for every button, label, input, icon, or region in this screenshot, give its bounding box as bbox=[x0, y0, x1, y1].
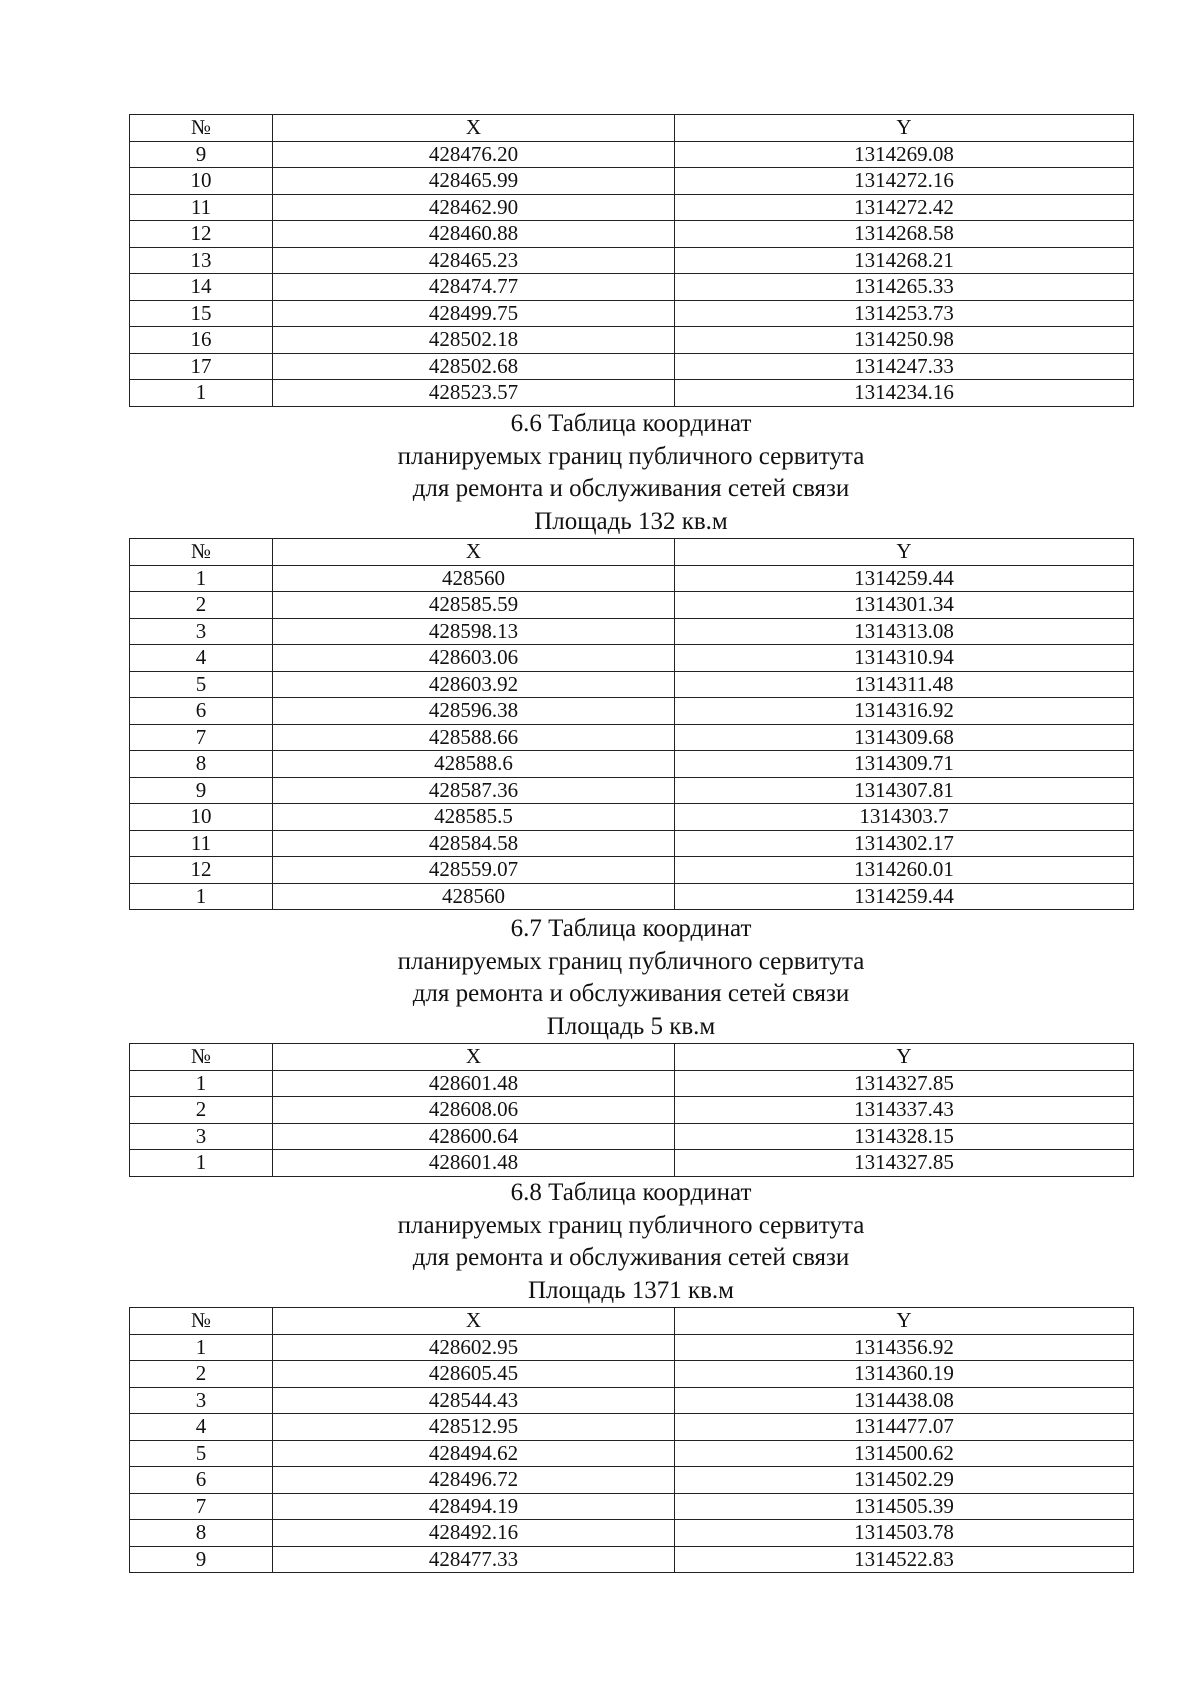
table-row bbox=[130, 671, 1134, 698]
x-coordinate-cell: 428544.43 bbox=[273, 1387, 675, 1414]
point-number-cell: 17 bbox=[130, 353, 273, 380]
point-number-cell: 1 bbox=[130, 1150, 273, 1177]
table-row bbox=[130, 327, 1134, 354]
y-coordinate-cell: 1314337.43 bbox=[675, 1097, 1134, 1124]
table-row bbox=[130, 221, 1134, 248]
y-coordinate-cell: 1314356.92 bbox=[675, 1334, 1134, 1361]
point-number-cell: 12 bbox=[130, 221, 273, 248]
table-header-row bbox=[130, 539, 1134, 566]
x-coordinate-cell: 428602.95 bbox=[273, 1334, 675, 1361]
point-number-cell: 1 bbox=[130, 380, 273, 407]
section-6-8-heading bbox=[129, 1177, 1133, 1307]
x-coordinate-cell: 428512.95 bbox=[273, 1414, 675, 1441]
table-row bbox=[130, 1387, 1134, 1414]
y-coordinate-cell: 1314272.16 bbox=[675, 168, 1134, 195]
coordinate-table-6-7 bbox=[129, 1043, 1134, 1177]
point-number-cell: 2 bbox=[130, 1361, 273, 1388]
column-header-y: Y bbox=[675, 539, 1134, 566]
table-header-row bbox=[130, 1044, 1134, 1071]
y-coordinate-cell: 1314253.73 bbox=[675, 300, 1134, 327]
table-row bbox=[130, 1440, 1134, 1467]
point-number-cell: 3 bbox=[130, 1387, 273, 1414]
y-coordinate-cell: 1314260.01 bbox=[675, 857, 1134, 884]
y-coordinate-cell: 1314505.39 bbox=[675, 1493, 1134, 1520]
table-header-row bbox=[130, 115, 1134, 142]
table-row bbox=[130, 141, 1134, 168]
x-coordinate-cell: 428603.06 bbox=[273, 645, 675, 672]
y-coordinate-cell: 1314327.85 bbox=[675, 1070, 1134, 1097]
table-row bbox=[130, 724, 1134, 751]
y-coordinate-cell: 1314310.94 bbox=[675, 645, 1134, 672]
x-coordinate-cell: 428598.13 bbox=[273, 618, 675, 645]
y-coordinate-cell: 1314268.21 bbox=[675, 247, 1134, 274]
x-coordinate-cell: 428601.48 bbox=[273, 1070, 675, 1097]
table-row bbox=[130, 565, 1134, 592]
point-number-cell: 1 bbox=[130, 883, 273, 910]
column-header-x: X bbox=[273, 539, 675, 566]
coordinate-table-6-8 bbox=[129, 1307, 1134, 1573]
table-row bbox=[130, 1546, 1134, 1573]
column-header-x: X bbox=[273, 1044, 675, 1071]
table-row bbox=[130, 592, 1134, 619]
point-number-cell: 8 bbox=[130, 1520, 273, 1547]
table-row bbox=[130, 274, 1134, 301]
table-row bbox=[130, 1123, 1134, 1150]
point-number-cell: 12 bbox=[130, 857, 273, 884]
point-number-cell: 7 bbox=[130, 1493, 273, 1520]
point-number-cell: 2 bbox=[130, 1097, 273, 1124]
x-coordinate-cell: 428492.16 bbox=[273, 1520, 675, 1547]
section-subtitle: планируемых границ публичного сервитута bbox=[397, 1211, 865, 1239]
table-row bbox=[130, 1520, 1134, 1547]
y-coordinate-cell: 1314522.83 bbox=[675, 1546, 1134, 1573]
y-coordinate-cell: 1314234.16 bbox=[675, 380, 1134, 407]
section-area: Площадь 132 кв.м bbox=[534, 507, 728, 535]
column-header-number: № bbox=[130, 1308, 273, 1335]
table-row bbox=[130, 1334, 1134, 1361]
point-number-cell: 9 bbox=[130, 141, 273, 168]
y-coordinate-cell: 1314309.68 bbox=[675, 724, 1134, 751]
point-number-cell: 9 bbox=[130, 1546, 273, 1573]
y-coordinate-cell: 1314303.7 bbox=[675, 804, 1134, 831]
column-header-number: № bbox=[130, 1044, 273, 1071]
point-number-cell: 1 bbox=[130, 1070, 273, 1097]
point-number-cell: 4 bbox=[130, 645, 273, 672]
x-coordinate-cell: 428608.06 bbox=[273, 1097, 675, 1124]
x-coordinate-cell: 428560 bbox=[273, 565, 675, 592]
y-coordinate-cell: 1314259.44 bbox=[675, 565, 1134, 592]
table-row bbox=[130, 1467, 1134, 1494]
section-area: Площадь 1371 кв.м bbox=[527, 1276, 735, 1304]
section-purpose: для ремонта и обслуживания сетей связи bbox=[412, 1244, 850, 1271]
x-coordinate-cell: 428587.36 bbox=[273, 777, 675, 804]
table-row bbox=[130, 194, 1134, 221]
y-coordinate-cell: 1314360.19 bbox=[675, 1361, 1134, 1388]
table-row bbox=[130, 1361, 1134, 1388]
point-number-cell: 1 bbox=[130, 1334, 273, 1361]
point-number-cell: 10 bbox=[130, 804, 273, 831]
table-row bbox=[130, 1493, 1134, 1520]
y-coordinate-cell: 1314311.48 bbox=[675, 671, 1134, 698]
table-row bbox=[130, 777, 1134, 804]
point-number-cell: 5 bbox=[130, 671, 273, 698]
x-coordinate-cell: 428477.33 bbox=[273, 1546, 675, 1573]
y-coordinate-cell: 1314327.85 bbox=[675, 1150, 1134, 1177]
x-coordinate-cell: 428588.66 bbox=[273, 724, 675, 751]
table-row bbox=[130, 247, 1134, 274]
x-coordinate-cell: 428502.18 bbox=[273, 327, 675, 354]
point-number-cell: 15 bbox=[130, 300, 273, 327]
point-number-cell: 5 bbox=[130, 1440, 273, 1467]
x-coordinate-cell: 428603.92 bbox=[273, 671, 675, 698]
column-header-number: № bbox=[130, 115, 273, 142]
y-coordinate-cell: 1314272.42 bbox=[675, 194, 1134, 221]
x-coordinate-cell: 428496.72 bbox=[273, 1467, 675, 1494]
section-purpose: для ремонта и обслуживания сетей связи bbox=[412, 980, 850, 1007]
column-header-y: Y bbox=[675, 1044, 1134, 1071]
x-coordinate-cell: 428588.6 bbox=[273, 751, 675, 778]
y-coordinate-cell: 1314301.34 bbox=[675, 592, 1134, 619]
table-row bbox=[130, 1070, 1134, 1097]
column-header-y: Y bbox=[675, 1308, 1134, 1335]
y-coordinate-cell: 1314438.08 bbox=[675, 1387, 1134, 1414]
point-number-cell: 11 bbox=[130, 194, 273, 221]
y-coordinate-cell: 1314265.33 bbox=[675, 274, 1134, 301]
x-coordinate-cell: 428596.38 bbox=[273, 698, 675, 725]
coordinate-table-prev bbox=[129, 114, 1134, 407]
column-header-y: Y bbox=[675, 115, 1134, 142]
section-subtitle: планируемых границ публичного сервитута bbox=[397, 947, 865, 975]
section-title: 6.7 Таблица координат bbox=[510, 915, 752, 942]
table-row bbox=[130, 830, 1134, 857]
table-row bbox=[130, 168, 1134, 195]
x-coordinate-cell: 428559.07 bbox=[273, 857, 675, 884]
x-coordinate-cell: 428494.62 bbox=[273, 1440, 675, 1467]
section-subtitle: планируемых границ публичного сервитута bbox=[397, 442, 865, 470]
table-row bbox=[130, 1097, 1134, 1124]
point-number-cell: 7 bbox=[130, 724, 273, 751]
x-coordinate-cell: 428523.57 bbox=[273, 380, 675, 407]
section-6-7-heading bbox=[129, 913, 1133, 1043]
x-coordinate-cell: 428465.99 bbox=[273, 168, 675, 195]
table-row bbox=[130, 698, 1134, 725]
point-number-cell: 10 bbox=[130, 168, 273, 195]
y-coordinate-cell: 1314500.62 bbox=[675, 1440, 1134, 1467]
point-number-cell: 6 bbox=[130, 698, 273, 725]
point-number-cell: 4 bbox=[130, 1414, 273, 1441]
x-coordinate-cell: 428465.23 bbox=[273, 247, 675, 274]
table-row bbox=[130, 804, 1134, 831]
y-coordinate-cell: 1314503.78 bbox=[675, 1520, 1134, 1547]
section-purpose: для ремонта и обслуживания сетей связи bbox=[412, 475, 850, 502]
x-coordinate-cell: 428601.48 bbox=[273, 1150, 675, 1177]
point-number-cell: 3 bbox=[130, 618, 273, 645]
y-coordinate-cell: 1314247.33 bbox=[675, 353, 1134, 380]
x-coordinate-cell: 428476.20 bbox=[273, 141, 675, 168]
y-coordinate-cell: 1314268.58 bbox=[675, 221, 1134, 248]
x-coordinate-cell: 428494.19 bbox=[273, 1493, 675, 1520]
table-row bbox=[130, 618, 1134, 645]
section-title: 6.6 Таблица координат bbox=[510, 410, 752, 437]
point-number-cell: 8 bbox=[130, 751, 273, 778]
x-coordinate-cell: 428474.77 bbox=[273, 274, 675, 301]
table-row bbox=[130, 1414, 1134, 1441]
x-coordinate-cell: 428584.58 bbox=[273, 830, 675, 857]
y-coordinate-cell: 1314313.08 bbox=[675, 618, 1134, 645]
point-number-cell: 16 bbox=[130, 327, 273, 354]
point-number-cell: 13 bbox=[130, 247, 273, 274]
column-header-x: X bbox=[273, 115, 675, 142]
point-number-cell: 1 bbox=[130, 565, 273, 592]
table-row bbox=[130, 1150, 1134, 1177]
section-6-6-heading bbox=[129, 408, 1133, 538]
table-row bbox=[130, 857, 1134, 884]
section-area: Площадь 5 кв.м bbox=[546, 1012, 716, 1040]
point-number-cell: 14 bbox=[130, 274, 273, 301]
point-number-cell: 6 bbox=[130, 1467, 273, 1494]
x-coordinate-cell: 428600.64 bbox=[273, 1123, 675, 1150]
y-coordinate-cell: 1314302.17 bbox=[675, 830, 1134, 857]
y-coordinate-cell: 1314316.92 bbox=[675, 698, 1134, 725]
y-coordinate-cell: 1314502.29 bbox=[675, 1467, 1134, 1494]
y-coordinate-cell: 1314269.08 bbox=[675, 141, 1134, 168]
x-coordinate-cell: 428462.90 bbox=[273, 194, 675, 221]
y-coordinate-cell: 1314309.71 bbox=[675, 751, 1134, 778]
table-header-row bbox=[130, 1308, 1134, 1335]
point-number-cell: 9 bbox=[130, 777, 273, 804]
coordinate-table-6-6 bbox=[129, 538, 1134, 910]
table-row bbox=[130, 883, 1134, 910]
table-row bbox=[130, 751, 1134, 778]
table-row bbox=[130, 353, 1134, 380]
point-number-cell: 3 bbox=[130, 1123, 273, 1150]
table-row bbox=[130, 380, 1134, 407]
y-coordinate-cell: 1314259.44 bbox=[675, 883, 1134, 910]
x-coordinate-cell: 428560 bbox=[273, 883, 675, 910]
y-coordinate-cell: 1314477.07 bbox=[675, 1414, 1134, 1441]
point-number-cell: 2 bbox=[130, 592, 273, 619]
table-row bbox=[130, 645, 1134, 672]
point-number-cell: 11 bbox=[130, 830, 273, 857]
x-coordinate-cell: 428585.5 bbox=[273, 804, 675, 831]
x-coordinate-cell: 428499.75 bbox=[273, 300, 675, 327]
x-coordinate-cell: 428460.88 bbox=[273, 221, 675, 248]
column-header-x: X bbox=[273, 1308, 675, 1335]
x-coordinate-cell: 428585.59 bbox=[273, 592, 675, 619]
x-coordinate-cell: 428605.45 bbox=[273, 1361, 675, 1388]
table-row bbox=[130, 300, 1134, 327]
y-coordinate-cell: 1314307.81 bbox=[675, 777, 1134, 804]
y-coordinate-cell: 1314328.15 bbox=[675, 1123, 1134, 1150]
y-coordinate-cell: 1314250.98 bbox=[675, 327, 1134, 354]
section-title: 6.8 Таблица координат bbox=[510, 1179, 752, 1206]
x-coordinate-cell: 428502.68 bbox=[273, 353, 675, 380]
column-header-number: № bbox=[130, 539, 273, 566]
